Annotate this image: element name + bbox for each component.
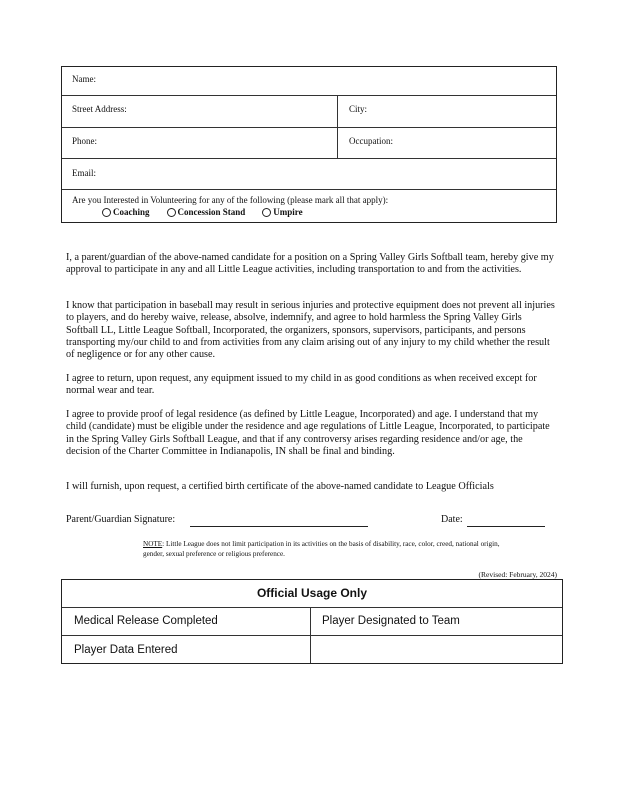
official-row [62,636,562,663]
radio-circle-icon[interactable] [167,208,176,217]
empty-cell [310,636,562,663]
radio-circle-icon[interactable] [262,208,271,217]
volunteer-row [62,190,556,222]
residence-paragraph: I agree to provide proof of legal residence (as defined by Little League, Incorporated) and age. I understand that my child (candidate) must be eligible under the residence and age regulations of Little League, Incorporated, to participate in the Spring Valley Girls Softball League, and that if any controversy arises regarding residence and/or age, the decision of the Charter Committee in Indianapolis, IN shall be final and binding. [66,409,550,457]
medical-release-cell: Medical Release Completed [74,615,218,627]
street-address-label: Street Address: [72,104,127,114]
city-label: City: [349,104,368,114]
registration-form-table [61,66,557,223]
address-row [62,96,556,128]
email-row[interactable] [62,159,556,190]
non-discrimination-note [143,539,503,559]
birth-certificate-paragraph: I will furnish, upon request, a certified birth certificate of the above-named candidate to League Officials [66,481,494,492]
phone-label: Phone: [72,136,98,146]
column-divider [337,128,338,158]
option-label: Concession Stand [177,207,246,217]
option-label: Coaching [113,207,150,217]
phone-row [62,128,556,159]
official-row [62,607,562,636]
name-label: Name: [72,74,96,84]
option-coaching[interactable] [102,207,150,217]
radio-circle-icon[interactable] [102,208,111,217]
volunteer-question: Are you Interested in Volunteering for any of the following (please mark all that apply): [72,195,389,205]
email-label: Email: [72,168,96,178]
note-text: : Little League does not limit participation in its activities on the basis of disability, race, color, creed, national origin, gender, sexual preference or religious preference. [143,540,500,558]
signature-line[interactable] [190,526,368,527]
player-designated-cell: Player Designated to Team [322,615,460,627]
equipment-paragraph: I agree to return, upon request, any equipment issued to my child in as good conditions as when received except for normal wear and tear. [66,373,537,397]
official-usage-table [61,579,563,664]
parent-signature-label: Parent/Guardian Signature: [66,514,176,525]
waiver-paragraph: I know that participation in baseball may result in serious injuries and protective equipment does not prevent all injuries to players, and do hereby waive, release, absolve, indemnify, and agree to hold harmless the Spring Valley Girls Softball LL, Little League Softball, Incorporated, the organizers, sponsors, supervisors, participants, and persons transporting my/our child to and from activities from any claim arising out of any injury to my child whether the result of negligence or for any other cause. [66,300,555,361]
option-concession-stand[interactable] [167,207,246,217]
player-data-entered-cell: Player Data Entered [74,643,178,656]
official-usage-title: Official Usage Only [62,580,562,608]
date-line[interactable] [467,526,545,527]
date-label: Date: [441,514,463,525]
revised-date: (Revised: February, 2024) [478,570,557,579]
option-umpire[interactable] [262,207,302,217]
occupation-label: Occupation: [349,136,393,146]
name-row[interactable] [62,67,556,96]
consent-paragraph: I, a parent/guardian of the above-named candidate for a position on a Spring Valley Girls Softball team, hereby give my approval to participate in any and all Little League activities, including transportation to and from the activities. [66,252,554,276]
note-label: NOTE [143,540,163,548]
option-label: Umpire [273,207,303,217]
column-divider [337,96,338,127]
volunteer-options [102,207,320,217]
